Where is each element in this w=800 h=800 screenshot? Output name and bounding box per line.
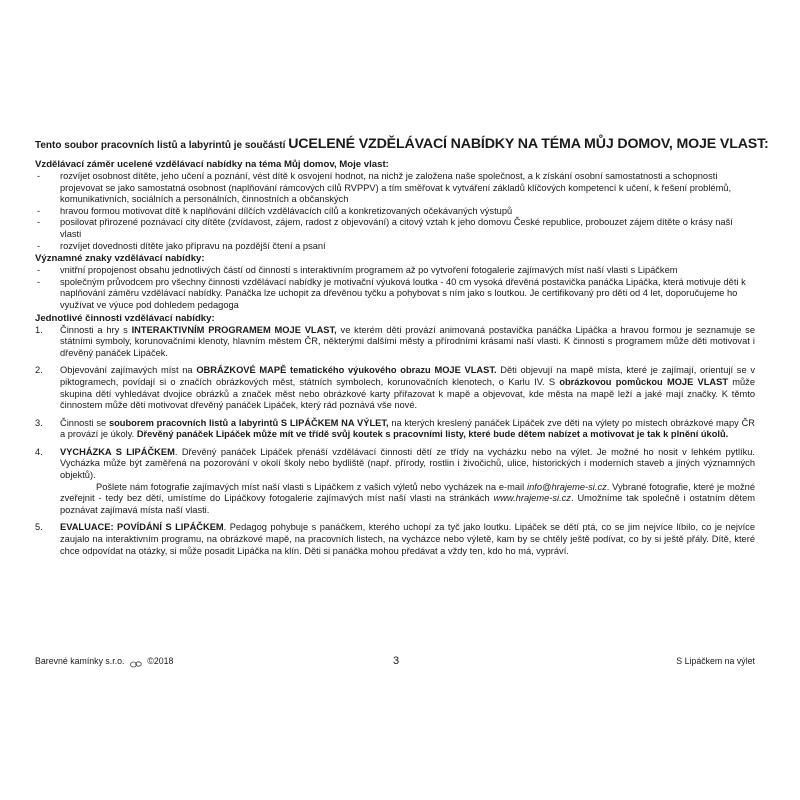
activity-item-3 bbox=[35, 418, 755, 441]
page-number: 3 bbox=[393, 655, 400, 667]
page-footer bbox=[35, 654, 755, 668]
activity-item-1 bbox=[35, 325, 755, 360]
footer-publisher-block bbox=[35, 654, 173, 668]
item-number: 4. bbox=[35, 446, 43, 457]
item-text: Pošlete nám fotografie zajímavých míst naší vlasti s Lipáčkem z vašich výletů nebo vycházek na e-mail bbox=[96, 481, 528, 492]
activities-list bbox=[35, 325, 755, 558]
activity-item-5 bbox=[35, 522, 755, 557]
item-text: . Pedagog pohybuje s panáčkem, kterého uchopí za tyč jako loutku. Lipáček se dětí ptá, co se jim nejvíce líbilo, co je nejvíce zaujalo na interaktivním programu, na obrázkové mapě, na pracovních listech, na vycházce nebo výletě, kam by se chtěly ještě podívat, co by si ještě přály. Dítě, které chce odpovídat na otázky, si může posadit Lipáčka na klín. Děti si panáčka mohou předávat a vždy ten, kdo ho má, vypráví. bbox=[60, 522, 755, 556]
title-lead: Tento soubor pracovních listů a labyrintů je součástí bbox=[35, 140, 286, 151]
item-number: 1. bbox=[35, 324, 43, 335]
item-bold: VYCHÁZKA S LIPÁČKEM bbox=[60, 446, 175, 457]
series-name: S Lipáčkem na výlet bbox=[676, 656, 755, 666]
list-item: - společným průvodcem pro všechny činnosti vzdělávací nabídky je motivační výuková loutka - 40 cm vysoká dřevěná postavička panáčka Lipáčka, která motivuje děti k naplňování záměru vzdělávací nabídky. Panáčka lze uchopit za dřevěnou tyčku a pohybovat s ním jako s loutkou. Je certifikovaný pro děti od 4 let, doporučujeme ho využívat ve výuce pod dohledem pedagoga bbox=[35, 277, 755, 312]
document-title bbox=[35, 136, 769, 154]
goal-heading: Vzdělávací záměr ucelené vzdělávací nabídky na téma Můj domov, Moje vlast: bbox=[35, 159, 389, 170]
item-bold: EVALUACE: POVÍDÁNÍ S LIPÁČKEM bbox=[60, 522, 224, 533]
item-number: 2. bbox=[35, 365, 43, 376]
photo-paragraph bbox=[60, 482, 755, 517]
item-text: . Vybrané fotografie, které je možné zveřejnit - tedy bez dětí, umístíme do Lipáčkovy fotogalerie zajímavých míst naší vlasti na stránkách bbox=[60, 481, 756, 504]
item-text: ve kterém děti provází animovaná postavička panáčka Lipáčka a hravou formou je seznamuje se státními symboly, korunovačními klenoty, hlavním městem ČR, některými dalšími městy a přírodními krásami naší vlasti. K činnosti s programem může děti motivovat i dřevěný panáček Lipáček. bbox=[60, 324, 755, 358]
item-text: na kterých kreslený panáček Lipáček zve děti na výlety po místech obrázkové mapy ČR a provází je úkoly. bbox=[60, 417, 755, 440]
item-text: Objevování zajímavých míst na bbox=[60, 365, 197, 376]
item-number: 3. bbox=[35, 417, 43, 428]
list-item: - vnitřní propojenost obsahu jednotlivých částí od činností s interaktivním programem až po vytvoření fotogalerie zajímavých míst naší vlasti s Lipáčkem bbox=[35, 265, 755, 277]
signs-heading: Významné znaky vzdělávací nabídky: bbox=[35, 253, 205, 265]
copyright: ©2018 bbox=[147, 656, 174, 666]
item-text: . Umožníme tak společně i ostatním dětem poznávat zajímavá místa naší vlasti. bbox=[60, 493, 755, 515]
item-bold: Dřevěný panáček Lipáček může mít ve třídě svůj koutek s pracovními listy, které bude dětem nabízet a motivovat je tak k plnění úkolů. bbox=[136, 429, 729, 440]
document-content bbox=[35, 136, 769, 563]
item-text: Činnosti a hry s bbox=[60, 324, 132, 335]
item-bold: souborem pracovních listů a labyrintů S LIPÁČKEM NA VÝLET, bbox=[108, 417, 389, 428]
item-text: Činnosti se bbox=[60, 417, 109, 428]
email-link[interactable]: info@hrajeme-si.cz bbox=[527, 481, 607, 492]
item-text: může skupina dětí vyhledávat dvojice obrázků a značek měst nebo obrázkové karty přiřazovat k mapě a objevovat, kde města na mapě leží a jaké mají značky. K těmto činnostem může děti motivovat dřevěný panáček Lipáček, který rád poznává vše nové. bbox=[60, 376, 755, 411]
goal-list bbox=[35, 171, 755, 252]
item-bold: INTERAKTIVNÍM PROGRAMEM MOJE VLAST, bbox=[131, 324, 337, 335]
activity-item-2 bbox=[35, 365, 755, 411]
stones-logo-icon bbox=[130, 658, 142, 666]
item-text: Děti objevují na mapě místa, které je zajímají, orientují se v piktogramech, povídají si o značích obrázkových měst, státních symbolech, korunovačních klenotech, o Karlu IV. S bbox=[60, 365, 755, 387]
title-main: UCELENÉ VZDĚLÁVACÍ NABÍDKY NA TÉMA MŮJ DOMOV, MOJE VLAST: bbox=[288, 136, 769, 152]
list-item: - hravou formou motivovat dítě k naplňování dílčích vzdělávacích cílů a konkretizovaných očekávaných výstupů bbox=[35, 206, 755, 218]
item-number: 5. bbox=[35, 522, 43, 533]
item-bold: obrázkovou pomůckou MOJE VLAST bbox=[559, 376, 729, 387]
list-item: - posilovat přirozené poznávací city dítěte (zvídavost, zájem, radost z objevování) a citový vztah k jeho domovu České republice, probouzet zájem dítěte o krásy naší vlasti bbox=[35, 217, 755, 240]
website-link[interactable]: www.hrajeme-si.cz bbox=[493, 493, 571, 504]
activities-heading: Jednotlivé činnosti vzdělávací nabídky: bbox=[35, 312, 215, 324]
activity-item-4 bbox=[35, 447, 755, 517]
item-text: . Dřevěný panáček Lipáček přenáší vzdělávací činnosti dětí ze třídy na vycházku nebo na výlet. Je možné ho nosit v lehkém pytlíku. Vycházka může být zaměřená na pozorování v okolí školy nebo bydliště (např. přírody, rostlin i živočichů, ulice, historických i moderních staveb a jiných významných objektů). bbox=[60, 446, 755, 481]
list-item: - rozvíjet osobnost dítěte, jeho učení a poznání, vést dítě k osvojení hodnot, na nichž je založena naše společnost, a k získání osobní samostatnosti a schopnosti projevovat se jako samostatná osobnost (naplňování rámcových cílů RVPPV) a tím směřovat k vytváření základů klíčových kompetencí k učení, k řešení problémů, komunikativních, sociálních a personálních, činnostních a občanských bbox=[35, 171, 755, 206]
publisher-name: Barevné kamínky s.r.o. bbox=[35, 656, 125, 666]
list-item: - rozvíjet dovednosti dítěte jako přípravu na pozdější čtení a psaní bbox=[35, 241, 755, 253]
signs-list bbox=[35, 265, 755, 311]
item-bold: OBRÁZKOVÉ MAPĚ tematického výukového obrazu MOJE VLAST. bbox=[196, 365, 497, 376]
